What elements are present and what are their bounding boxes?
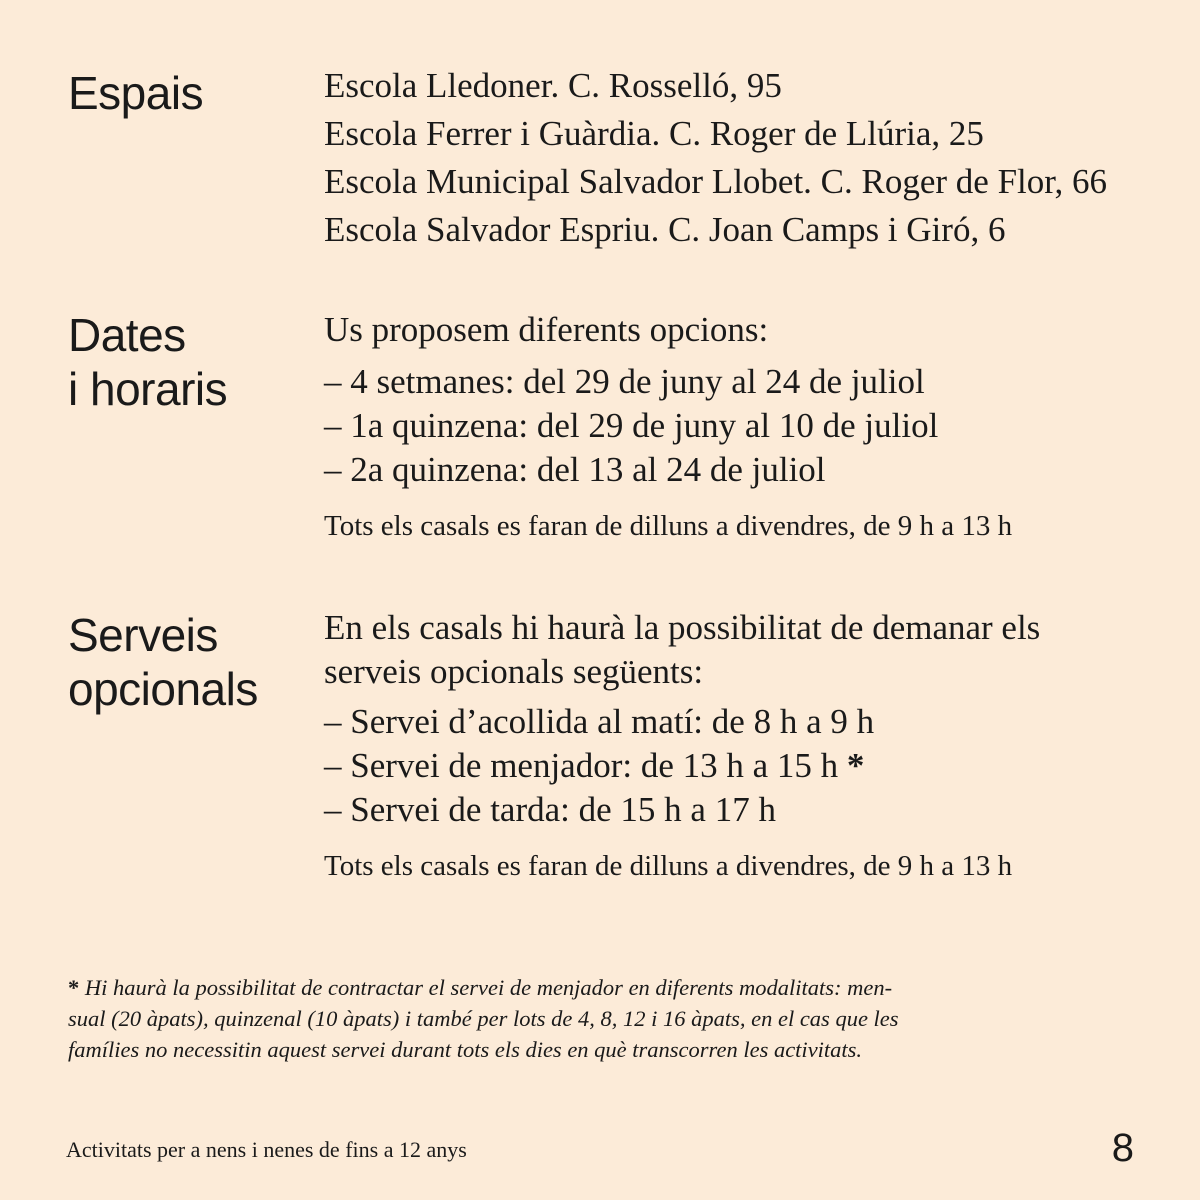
- page-number: 8: [1111, 1126, 1134, 1170]
- footnote-line: [68, 972, 1128, 1003]
- asterisk-mark: *: [846, 746, 865, 785]
- footer-caption: Activitats per a nens i nenes de fins a 12 anys: [66, 1137, 467, 1162]
- footnote-line: famílies no necessitin aquest servei durant tots els dies en què transcorren les activitats.: [68, 1037, 863, 1062]
- list-item: – 4 setmanes: del 29 de juny al 24 de juliol: [324, 362, 925, 401]
- list-item: – Servei de tarda: de 15 h a 17 h: [324, 790, 776, 829]
- dates-note: Tots els casals es faran de dilluns a divendres, de 9 h a 13 h: [324, 510, 1013, 542]
- asterisk-mark: *: [68, 975, 80, 1000]
- serveis-note: Tots els casals es faran de dilluns a divendres, de 9 h a 13 h: [324, 850, 1013, 882]
- dates-intro: Us proposem diferents opcions:: [324, 310, 769, 349]
- title-line: Dates: [68, 309, 186, 361]
- section-title-dates: [68, 308, 227, 416]
- list-item: Escola Ferrer i Guàrdia. C. Roger de Llúria, 25: [324, 114, 984, 153]
- list-item: – 2a quinzena: del 13 al 24 de juliol: [324, 450, 826, 489]
- serveis-body: [324, 606, 1184, 884]
- serveis-intro-line: serveis opcionals següents:: [324, 652, 704, 691]
- title-line: Serveis: [68, 609, 218, 661]
- list-item: Escola Lledoner. C. Rosselló, 95: [324, 66, 782, 105]
- service-text: – Servei de menjador: de 13 h a 15 h: [324, 746, 839, 785]
- footnote-text: Hi haurà la possibilitat de contractar el servei de menjador en diferents modalitats: men-: [79, 975, 893, 1000]
- list-item: [324, 744, 1184, 788]
- dates-body: [324, 306, 1184, 544]
- footnote-line: sual (20 àpats), quinzenal (10 àpats) i també per lots de 4, 8, 12 i 16 àpats, en el cas que les: [68, 1006, 899, 1031]
- section-title-espais: Espais: [68, 67, 204, 119]
- list-item: Escola Municipal Salvador Llobet. C. Roger de Flor, 66: [324, 162, 1108, 201]
- espais-list: [324, 62, 1184, 254]
- serveis-intro-line: En els casals hi haurà la possibilitat de demanar els: [324, 608, 1041, 647]
- section-title-serveis: [68, 608, 258, 716]
- list-item: – 1a quinzena: del 29 de juny al 10 de juliol: [324, 406, 939, 445]
- list-item: – Servei d’acollida al matí: de 8 h a 9 h: [324, 702, 875, 741]
- title-line: opcionals: [68, 663, 258, 715]
- footnote: [68, 972, 1128, 1065]
- title-line: i horaris: [68, 363, 228, 415]
- list-item: Escola Salvador Espriu. C. Joan Camps i Giró, 6: [324, 210, 1006, 249]
